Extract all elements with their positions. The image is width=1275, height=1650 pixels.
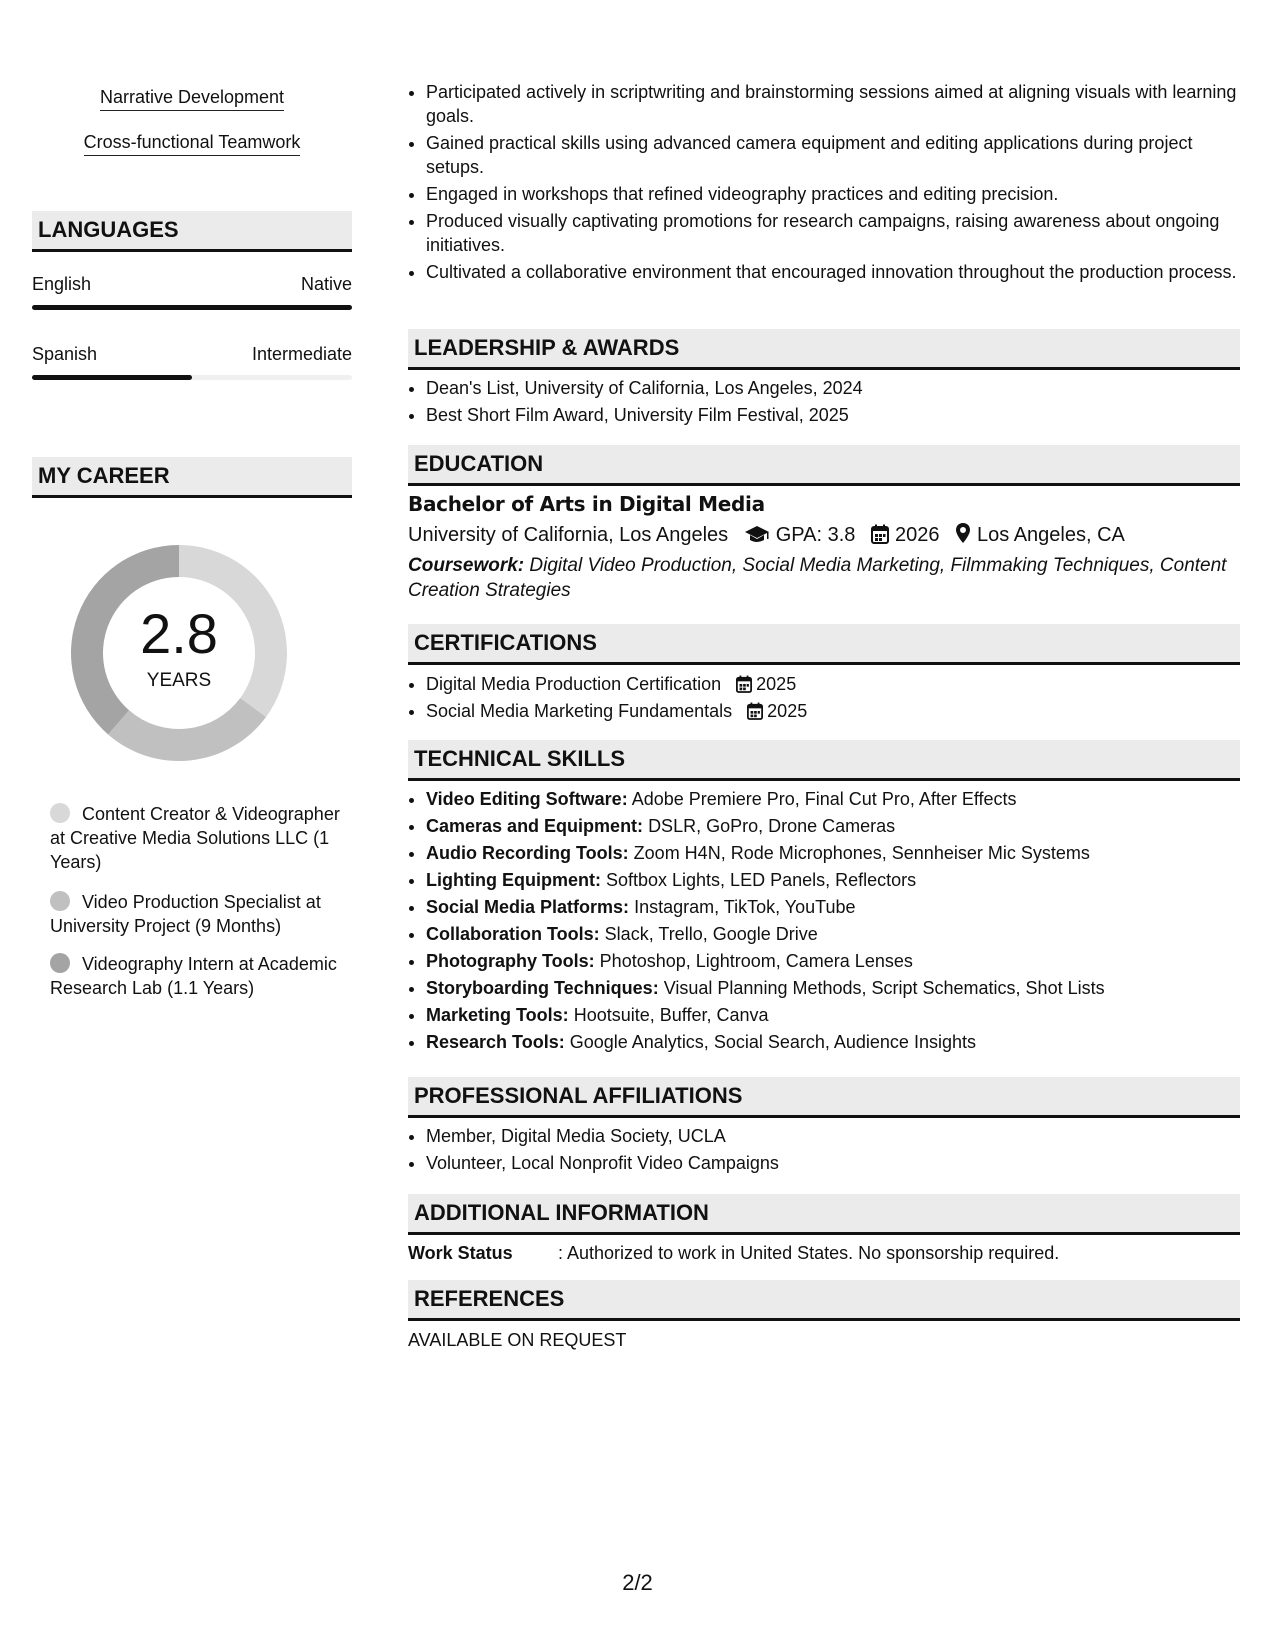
career-legend-item xyxy=(50,890,340,938)
certification-item xyxy=(426,699,1240,723)
technical-skills-list xyxy=(408,787,1240,1057)
legend-dot xyxy=(50,953,70,973)
skill-item xyxy=(426,949,1240,973)
school-name: University of California, Los Angeles xyxy=(408,524,729,546)
languages-heading: LANGUAGES xyxy=(32,211,352,252)
affiliations-heading: PROFESSIONAL AFFILIATIONS xyxy=(408,1077,1240,1118)
skill-label: Photography Tools: xyxy=(426,951,595,971)
certification-name: Digital Media Production Certification xyxy=(426,674,722,694)
skill-value: Instagram, TikTok, YouTube xyxy=(634,897,856,917)
education-location: Los Angeles, CA xyxy=(977,524,1125,546)
work-status-value: : Authorized to work in United States. No sponsorship required. xyxy=(558,1243,1060,1263)
skill-value: Adobe Premiere Pro, Final Cut Pro, After Effects xyxy=(631,789,1017,809)
skill-value: Slack, Trello, Google Drive xyxy=(604,924,818,944)
donut-slice-2 xyxy=(108,698,266,761)
page-number: 2/2 xyxy=(622,1570,653,1595)
degree-title: Bachelor of Arts in Digital Media xyxy=(408,492,765,516)
skill-tag: Narrative Development xyxy=(100,86,284,111)
experience-bullet: • Participated actively in scriptwriting and brainstorming sessions aimed at aligning visuals with learning goals. xyxy=(426,80,1240,128)
skill-tag-2-wrap xyxy=(32,131,352,156)
affiliation-item: • Volunteer, Local Nonprofit Video Campaigns xyxy=(426,1151,1240,1175)
education-meta xyxy=(408,522,1125,548)
career-legend-item xyxy=(50,802,340,874)
award-item: • Dean's List, University of California, Los Angeles, 2024 xyxy=(426,376,1240,400)
career-legend-text: Content Creator & Videographer at Creative Media Solutions LLC (1 Years) xyxy=(50,804,340,872)
skill-label: Video Editing Software: xyxy=(426,789,628,809)
career-heading: MY CAREER xyxy=(32,457,352,498)
career-donut xyxy=(66,540,292,766)
certifications-heading: CERTIFICATIONS xyxy=(408,624,1240,665)
skill-label: Lighting Equipment: xyxy=(426,870,601,890)
language-bar xyxy=(32,375,352,380)
affiliations-list xyxy=(408,1124,1240,1178)
skill-item xyxy=(426,922,1240,946)
skill-label: Cameras and Equipment: xyxy=(426,816,644,836)
career-total: 2.8 xyxy=(140,602,218,665)
skill-item xyxy=(426,976,1240,1000)
experience-bullet: • Gained practical skills using advanced camera equipment and editing applications during project setups. xyxy=(426,131,1240,179)
skill-item xyxy=(426,814,1240,838)
calendar-icon xyxy=(871,524,889,544)
skill-value: DSLR, GoPro, Drone Cameras xyxy=(648,816,896,836)
certification-item xyxy=(426,672,1240,696)
calendar-icon xyxy=(736,675,752,693)
experience-bullet: • Produced visually captivating promotions for research campaigns, raising awareness about ongoing initiatives. xyxy=(426,209,1240,257)
certification-year: 2025 xyxy=(767,701,808,721)
coursework-text: Digital Video Production, Social Media Marketing, Filmmaking Techniques, Content Creation Strategies xyxy=(408,555,1227,601)
skill-label: Collaboration Tools: xyxy=(426,924,600,944)
skill-label: Social Media Platforms: xyxy=(426,897,630,917)
experience-bullet: • Engaged in workshops that refined videography practices and editing precision. xyxy=(426,182,1240,206)
work-status-row xyxy=(408,1243,1059,1264)
leadership-heading: LEADERSHIP & AWARDS xyxy=(408,329,1240,370)
skill-item xyxy=(426,787,1240,811)
affiliation-item: • Member, Digital Media Society, UCLA xyxy=(426,1124,1240,1148)
skill-value: Hootsuite, Buffer, Canva xyxy=(573,1005,769,1025)
gpa: GPA: 3.8 xyxy=(775,524,856,546)
skill-tag-1-wrap xyxy=(32,86,352,111)
skill-label: Storyboarding Techniques: xyxy=(426,978,659,998)
certification-year: 2025 xyxy=(756,674,797,694)
skill-label: Research Tools: xyxy=(426,1032,565,1052)
skill-value: Zoom H4N, Rode Microphones, Sennheiser Mic Systems xyxy=(633,843,1090,863)
experience-bullets xyxy=(408,80,1240,287)
leadership-list xyxy=(408,376,1240,430)
legend-dot xyxy=(50,803,70,823)
experience-bullet: • Cultivated a collaborative environment that encouraged innovation throughout the production process. xyxy=(426,260,1240,284)
graduation-year: 2026 xyxy=(894,524,940,546)
references-heading: REFERENCES xyxy=(408,1280,1240,1321)
career-legend-item xyxy=(50,952,340,1000)
skill-value: Photoshop, Lightroom, Camera Lenses xyxy=(599,951,913,971)
language-name: English xyxy=(32,274,92,294)
language-bar-fill xyxy=(32,305,352,310)
certification-name: Social Media Marketing Fundamentals xyxy=(426,701,733,721)
skill-item xyxy=(426,841,1240,865)
language-level: Native xyxy=(300,274,352,294)
map-pin-icon xyxy=(955,522,971,544)
graduation-cap-icon xyxy=(744,524,770,544)
skill-item xyxy=(426,895,1240,919)
skill-item xyxy=(426,1030,1240,1054)
legend-dot xyxy=(50,891,70,911)
skill-value: Visual Planning Methods, Script Schematics, Shot Lists xyxy=(663,978,1105,998)
certifications-list xyxy=(408,672,1240,726)
career-unit: YEARS xyxy=(146,670,212,691)
career-legend-text: Video Production Specialist at University Project (9 Months) xyxy=(50,892,321,936)
calendar-icon xyxy=(747,702,763,720)
career-legend-text: Videography Intern at Academic Research Lab (1.1 Years) xyxy=(50,954,337,998)
skill-item xyxy=(426,868,1240,892)
education-heading: EDUCATION xyxy=(408,445,1240,486)
award-item: • Best Short Film Award, University Film Festival, 2025 xyxy=(426,403,1240,427)
language-bar-fill xyxy=(32,375,192,380)
skill-value: Softbox Lights, LED Panels, Reflectors xyxy=(605,870,917,890)
skill-value: Google Analytics, Social Search, Audience Insights xyxy=(569,1032,976,1052)
references-text: AVAILABLE ON REQUEST xyxy=(408,1330,627,1350)
coursework xyxy=(408,553,1228,603)
language-level: Intermediate xyxy=(251,344,352,364)
work-status-label: Work Status xyxy=(408,1243,513,1263)
technical-skills-heading: TECHNICAL SKILLS xyxy=(408,740,1240,781)
skill-tag: Cross-functional Teamwork xyxy=(84,131,301,156)
coursework-label: Coursework: xyxy=(408,555,525,576)
skill-label: Audio Recording Tools: xyxy=(426,843,629,863)
skill-item xyxy=(426,1003,1240,1027)
skill-label: Marketing Tools: xyxy=(426,1005,569,1025)
language-bar xyxy=(32,305,352,310)
language-name: Spanish xyxy=(32,344,98,364)
additional-info-heading: ADDITIONAL INFORMATION xyxy=(408,1194,1240,1235)
